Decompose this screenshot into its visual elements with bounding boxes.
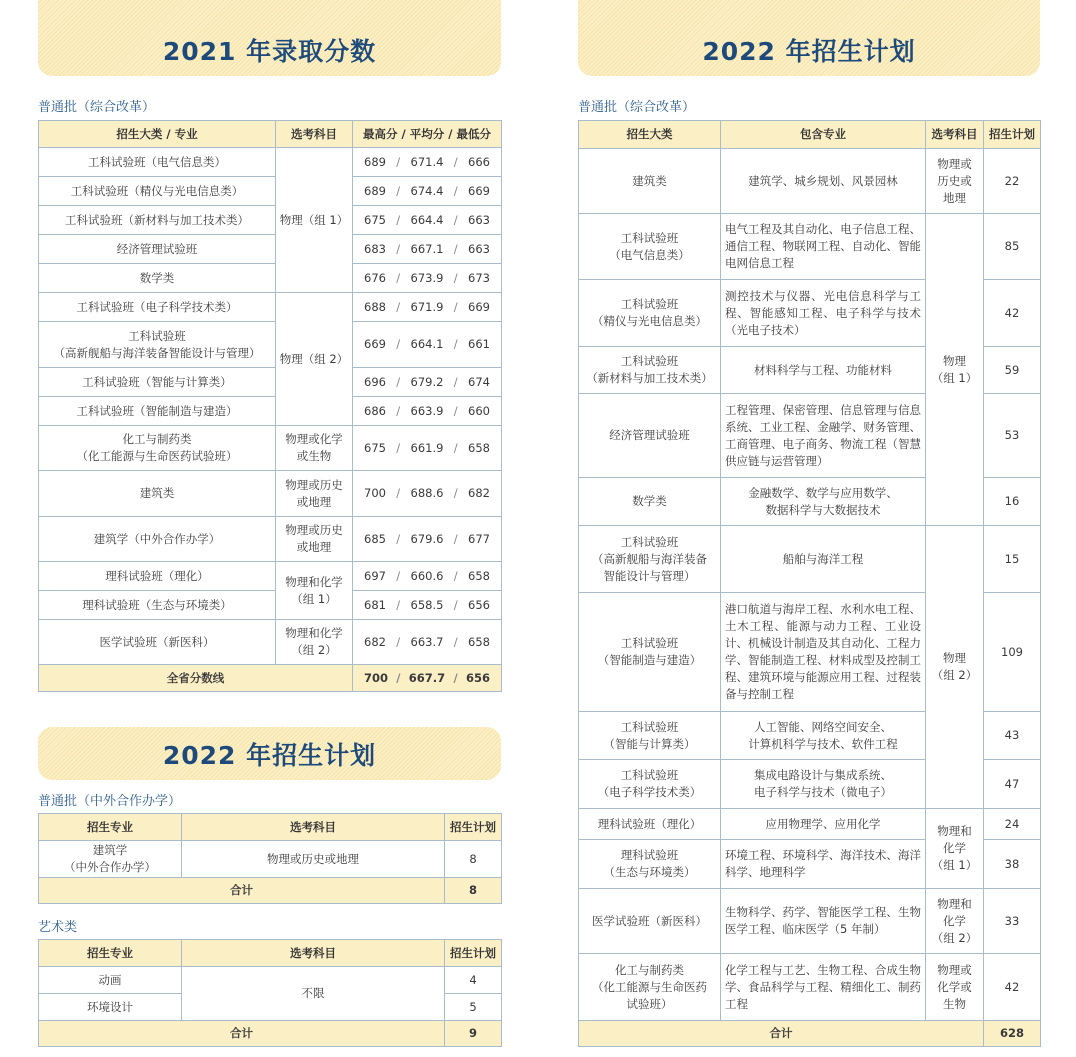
score-cell [353,264,502,293]
major-name: 医学试验班（新医科） [39,620,276,665]
table-row [39,841,502,878]
category-name: 建筑类 [579,149,721,214]
subject-requirement: 物理和 化学 （组 1） [926,809,984,889]
separator: / [453,568,458,583]
score-cell [353,397,502,426]
score-avg: 664.1 [410,337,444,351]
included-majors: 人工智能、网络空间安全、 计算机科学与技术、软件工程 [721,712,926,760]
major-name: 工科试验班（智能制造与建造） [39,397,276,426]
plan-count: 59 [984,347,1041,394]
column-header: 招生计划 [445,814,502,841]
separator: / [396,299,401,314]
major-name: 工科试验班（新材料与加工技术类） [39,206,276,235]
major-name: 建筑学（中外合作办学） [39,517,276,562]
table-row [39,293,502,322]
score-cell [353,562,502,591]
category-name: 工科试验班 （高新舰船与海洋装备 智能设计与管理） [579,526,721,593]
score-max: 675 [364,212,386,227]
table-row [39,591,502,620]
included-majors: 材料科学与工程、功能材料 [721,347,926,394]
category-name: 数学类 [579,478,721,526]
separator: / [396,270,401,285]
score-cell [353,517,502,562]
score-avg: 671.9 [410,299,444,314]
score-avg: 660.6 [410,568,444,583]
header-row [39,940,502,967]
subject-requirement: 物理和化学 （组 1） [276,562,353,620]
total-row [39,878,502,904]
separator: / [396,568,401,583]
coop-batch-label: 普通批（中外合作办学） [38,794,182,809]
plan-count: 33 [984,889,1041,954]
table-row [579,954,1041,1021]
table-row [39,967,502,994]
plan-2022-table [578,120,1041,1047]
included-majors: 环境工程、环境科学、海洋技术、海洋科学、地理科学 [721,840,926,889]
category-name: 工科试验班 （精仪与光电信息类） [579,280,721,347]
plan-count: 24 [984,809,1041,840]
included-majors: 电气工程及其自动化、电子信息工程、通信工程、物联网工程、自动化、智能电网信息工程 [721,214,926,280]
score-max: 681 [364,597,386,612]
subject-requirement: 物理或 历史或 地理 [926,149,984,214]
category-name: 工科试验班 （智能制造与建造） [579,593,721,712]
included-majors: 金融数学、数学与应用数学、 数据科学与大数据技术 [721,478,926,526]
subject-requirement: 不限 [182,967,445,1021]
score-cell [353,206,502,235]
column-header: 招生大类 [579,121,721,149]
category-name: 工科试验班 （智能与计算类） [579,712,721,760]
total-label: 全省分数线 [39,665,353,692]
plan-count: 22 [984,149,1041,214]
column-header: 选考科目 [182,940,445,967]
included-majors: 测控技术与仪器、光电信息科学与工程、智能感知工程、电子科学与技术（光电子技术） [721,280,926,347]
column-header: 招生大类 / 专业 [39,121,276,148]
total-label: 合计 [39,1021,445,1047]
subject-requirement: 物理 （组 1） [926,214,984,526]
art-batch-label: 艺术类 [38,920,78,935]
score-cell [353,471,502,517]
table-row [39,426,502,471]
separator: / [453,670,458,685]
category-name: 理科试验班 （生态与环境类） [579,840,721,889]
score-avg: 664.4 [410,212,444,227]
subject-requirement: 物理或历史或地理 [182,841,445,878]
plan-count: 85 [984,214,1041,280]
score-avg: 674.4 [410,183,444,198]
score-max: 675 [364,440,386,455]
separator: / [396,337,401,351]
included-majors: 应用物理学、应用化学 [721,809,926,840]
major-name: 化工与制药类 （化工能源与生命医药试验班） [39,426,276,471]
separator: / [396,634,401,649]
subject-requirement: 物理或 化学或 生物 [926,954,984,1021]
total-row [39,665,502,692]
score-avg: 663.7 [410,634,444,649]
subject-requirement: 物理和化学 （组 2） [276,620,353,665]
banner-2022-plan-left [38,727,501,780]
score-avg: 663.9 [410,403,444,418]
column-header: 最高分 / 平均分 / 最低分 [353,121,502,148]
subject-requirement: 物理和 化学 （组 2） [926,889,984,954]
table-row [579,214,1041,280]
plan-count: 42 [984,954,1041,1021]
total-label: 合计 [39,878,445,904]
plan-count: 38 [984,840,1041,889]
major-name: 工科试验班（电气信息类） [39,148,276,177]
major-name: 环境设计 [39,994,182,1021]
score-avg: 658.5 [410,597,444,612]
column-header: 招生专业 [39,940,182,967]
total-plan: 9 [445,1021,502,1047]
section-title: 2022 年招生计划 [162,741,377,770]
plan-count: 42 [984,280,1041,347]
score-min: 656 [465,670,490,685]
table-row [39,264,502,293]
table-row [39,620,502,665]
separator: / [396,374,401,389]
score-avg: 679.6 [410,531,444,546]
plan-count: 8 [445,841,502,878]
score-avg: 673.9 [410,270,444,285]
total-label: 合计 [579,1021,984,1047]
score-cell [353,665,502,692]
table-row [39,235,502,264]
plan-count: 16 [984,478,1041,526]
separator: / [453,212,458,227]
separator: / [396,403,401,418]
separator: / [453,374,458,389]
separator: / [396,531,401,546]
major-name: 工科试验班（电子科学技术类） [39,293,276,322]
header-row [579,121,1041,149]
table-row [39,517,502,562]
category-name: 工科试验班 （电气信息类） [579,214,721,280]
separator: / [396,486,401,500]
category-name: 工科试验班 （新材料与加工技术类） [579,347,721,394]
major-name: 动画 [39,967,182,994]
banner-2021-scores [38,0,501,76]
major-name: 建筑学 （中外合作办学） [39,841,182,878]
score-max: 688 [364,299,386,314]
score-min: 666 [468,154,490,169]
category-name: 医学试验班（新医科） [579,889,721,954]
score-max: 685 [364,531,386,546]
major-name: 工科试验班 （高新舰船与海洋装备智能设计与管理） [39,322,276,368]
score-cell [353,368,502,397]
score-min: 661 [468,337,490,351]
table-row [579,526,1041,593]
column-header: 选考科目 [276,121,353,148]
separator: / [453,634,458,649]
column-header: 包含专业 [721,121,926,149]
column-header: 招生计划 [445,940,502,967]
table-row [579,149,1041,214]
score-min: 658 [468,568,490,583]
separator: / [453,241,458,256]
score-min: 663 [468,212,490,227]
category-name: 化工与制药类 （化工能源与生命医药 试验班） [579,954,721,1021]
included-majors: 船舶与海洋工程 [721,526,926,593]
score-cell [353,177,502,206]
score-cell [353,620,502,665]
column-header: 选考科目 [926,121,984,149]
major-name: 建筑类 [39,471,276,517]
major-name: 工科试验班（智能与计算类） [39,368,276,397]
included-majors: 生物科学、药学、智能医学工程、生物医学工程、临床医学（5 年制） [721,889,926,954]
table-row [39,471,502,517]
score-min: 669 [468,183,490,198]
score-min: 656 [468,597,490,612]
score-avg: 667.1 [410,241,444,256]
major-name: 理科试验班（生态与环境类） [39,591,276,620]
score-min: 663 [468,241,490,256]
separator: / [453,531,458,546]
header-row [39,121,502,148]
score-max: 676 [364,270,386,285]
separator: / [396,241,401,256]
score-min: 673 [468,270,490,285]
table-row [39,322,502,368]
separator: / [396,212,401,227]
score-cell [353,293,502,322]
section-title: 2022 年招生计划 [702,37,916,66]
section-title: 2021 年录取分数 [162,37,377,66]
header-row [39,814,502,841]
separator: / [396,670,401,685]
column-header: 招生专业 [39,814,182,841]
included-majors: 港口航道与海岸工程、水利水电工程、土木工程、能源与动力工程、工业设计、机械设计制造及其自动化、工程力学、智能制造工程、材料成型及控制工程、建筑环境与能源应用工程、过程装备与控制工程 [721,593,926,712]
plan-count: 4 [445,967,502,994]
subject-requirement: 物理（组 1） [276,148,353,293]
score-max: 700 [364,486,386,500]
score-min: 674 [468,374,490,389]
plan-count: 53 [984,394,1041,478]
column-header: 选考科目 [182,814,445,841]
separator: / [396,440,401,455]
separator: / [453,403,458,418]
separator: / [396,597,401,612]
separator: / [396,183,401,198]
subject-requirement: 物理或历史 或地理 [276,471,353,517]
plan-count: 15 [984,526,1041,593]
score-max: 700 [364,670,389,685]
total-row [579,1021,1041,1047]
total-plan: 628 [984,1021,1041,1047]
separator: / [453,183,458,198]
table-row [579,889,1041,954]
art-plan-table [38,939,502,1047]
plan-count: 43 [984,712,1041,760]
subject-requirement: 物理（组 2） [276,293,353,426]
separator: / [453,486,458,500]
score-min: 658 [468,634,490,649]
separator: / [453,299,458,314]
major-name: 经济管理试验班 [39,235,276,264]
subject-requirement: 物理或历史 或地理 [276,517,353,562]
separator: / [453,597,458,612]
score-cell [353,148,502,177]
score-cell [353,426,502,471]
separator: / [453,154,458,169]
score-min: 660 [468,403,490,418]
score-avg: 679.2 [410,374,444,389]
score-min: 682 [468,486,490,500]
column-header: 招生计划 [984,121,1041,149]
category-name: 经济管理试验班 [579,394,721,478]
score-max: 683 [364,241,386,256]
score-cell [353,591,502,620]
score-avg: 688.6 [410,486,444,500]
scores-2021-table [38,120,502,692]
separator: / [453,337,458,351]
table-row [39,562,502,591]
score-max: 682 [364,634,386,649]
coop-plan-table [38,813,502,904]
separator: / [453,270,458,285]
score-max: 696 [364,374,386,389]
table-row [579,809,1041,840]
major-name: 数学类 [39,264,276,293]
included-majors: 建筑学、城乡规划、风景园林 [721,149,926,214]
score-max: 689 [364,183,386,198]
included-majors: 化学工程与工艺、生物工程、合成生物学、食品科学与工程、精细化工、制药工程 [721,954,926,1021]
table-row [39,148,502,177]
subject-requirement: 物理或化学 或生物 [276,426,353,471]
subject-requirement: 物理 （组 2） [926,526,984,809]
category-name: 工科试验班 （电子科学技术类） [579,760,721,809]
total-plan: 8 [445,878,502,904]
score-max: 669 [364,337,386,351]
score-cell [353,322,502,368]
score-min: 677 [468,531,490,546]
score-min: 658 [468,440,490,455]
score-avg: 671.4 [410,154,444,169]
score-avg: 667.7 [408,670,446,685]
plan-batch-label: 普通批（综合改革） [578,100,696,115]
major-name: 理科试验班（理化） [39,562,276,591]
included-majors: 集成电路设计与集成系统、 电子科学与技术（微电子） [721,760,926,809]
table-row [39,397,502,426]
scores-batch-label: 普通批（综合改革） [38,100,156,115]
separator: / [453,440,458,455]
score-avg: 661.9 [410,440,444,455]
included-majors: 工程管理、保密管理、信息管理与信息系统、工业工程、金融学、财务管理、工商管理、电子商务、物流工程（智慧供应链与运营管理） [721,394,926,478]
banner-2022-plan-right [578,0,1040,76]
total-row [39,1021,502,1047]
major-name: 工科试验班（精仪与光电信息类） [39,177,276,206]
plan-count: 5 [445,994,502,1021]
score-max: 686 [364,403,386,418]
score-max: 689 [364,154,386,169]
plan-count: 109 [984,593,1041,712]
table-row [39,177,502,206]
table-row [39,206,502,235]
score-max: 697 [364,568,386,583]
score-min: 669 [468,299,490,314]
plan-count: 47 [984,760,1041,809]
category-name: 理科试验班（理化） [579,809,721,840]
score-cell [353,235,502,264]
separator: / [396,154,401,169]
table-row [39,368,502,397]
